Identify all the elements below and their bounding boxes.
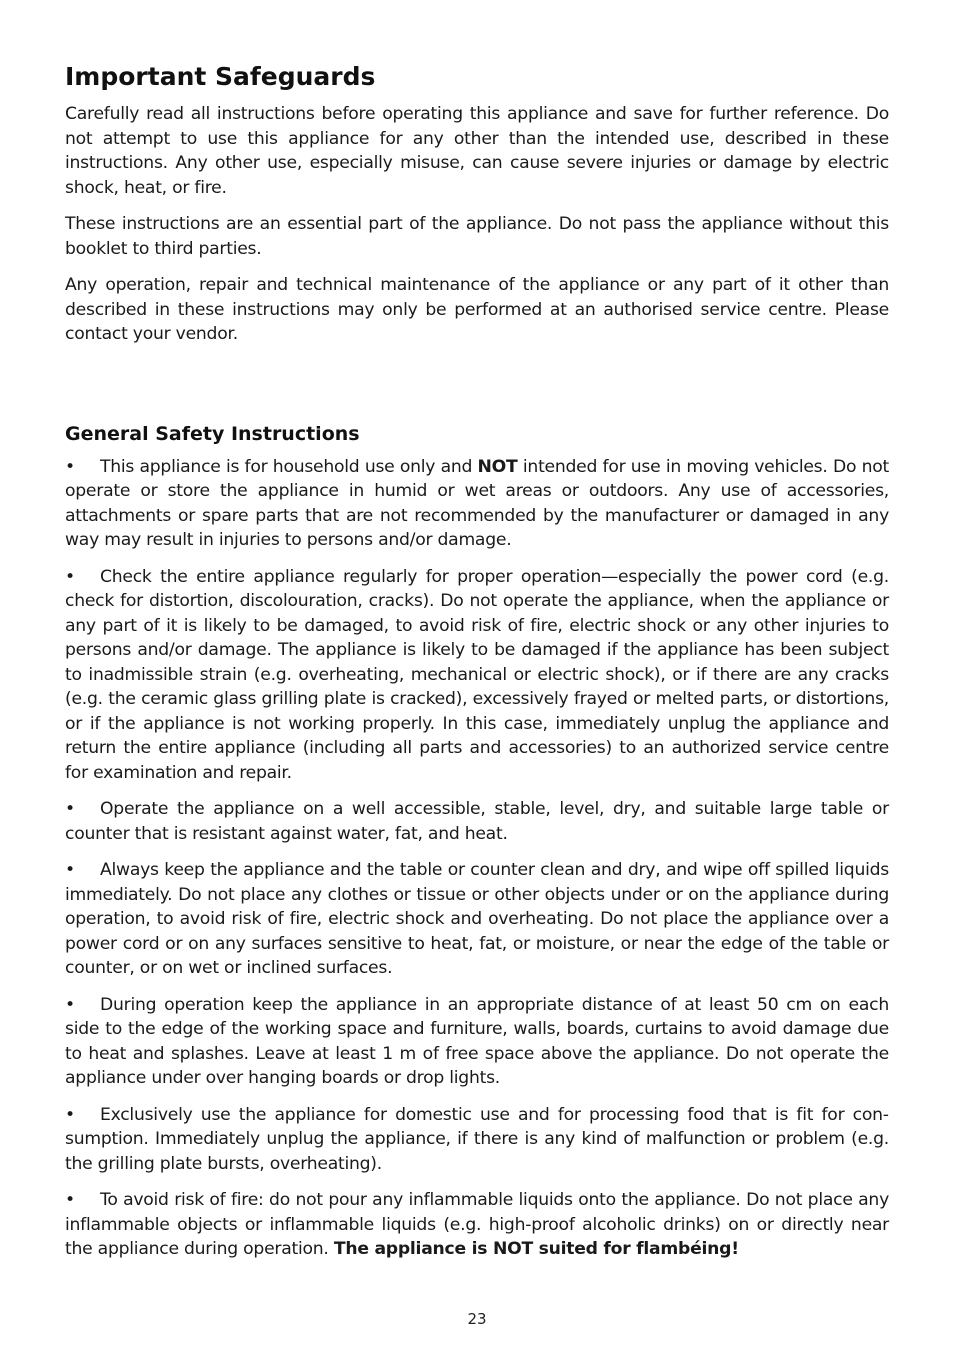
bullet-item [65, 797, 889, 846]
bullet-item [65, 858, 889, 981]
bullet-text: intended for use in moving vehicles. Do not operate or store the appliance in humid or wet areas or outdoors. Any use of accessories, attachments or spare parts that are not recommended by the manufacturer or damaged in any way may result in injuries to persons and/or damage. [65, 456, 889, 550]
document-page [65, 58, 889, 1274]
bullet-icon: • [65, 799, 75, 819]
bullet-icon: • [65, 566, 75, 587]
bullet-text: Check the entire appliance regularly for proper operation—especially the power cord (e.g. check for distortion, discolouration, cracks). Do not operate the appliance, when the appliance or any part of it is likely to be damaged, to avoid risk of fire, electric shock or any other injuries to persons and/or damage. The appliance is likely to be damaged if the appliance has been subject to inadmissible strain (e.g. overheating, mechanical or electric shock), or if there are any cracks (e.g. the ceramic glass grilling plate is cracked), excessively frayed or melted parts, or distortions, or if the appliance is not working properly. In this case, immediately unplug the appliance and return the entire appliance (including all parts and accessories) to an authorized service centre for examination and repair. [65, 566, 889, 783]
intro-paragraph-3: Any operation, repair and technical maintenance of the appliance or any part of it other than described in these instructions may only be performed at an authorised service centre. Please contact your vendor. [65, 275, 889, 344]
bullet-item [65, 993, 889, 1091]
page-title: Important Safeguards [65, 62, 376, 91]
bullet-icon: • [65, 1190, 75, 1210]
bullet-icon: • [65, 1104, 75, 1125]
emphasis-text: The appliance is NOT suited for flambéing! [333, 1239, 739, 1259]
intro-paragraph-1: Carefully read all instructions before operating this appliance and save for further reference. Do not attempt to use this appliance for any other than the intended use, described in these instructions. Any other use, especially misuse, can cause severe injuries or damage by electric shock, heat, or fire. [65, 104, 889, 198]
bullet-icon: • [65, 860, 75, 880]
bullet-text: Operate the appliance on a well accessible, stable, level, dry, and suitable large table or counter that is resistant against water, fat, and heat. [65, 799, 889, 844]
emphasis-text: NOT [477, 456, 518, 477]
bullet-item [65, 1103, 889, 1177]
bullet-icon: • [65, 456, 75, 477]
page-number: 23 [467, 1310, 487, 1328]
bullet-icon: • [65, 994, 75, 1015]
section-title: General Safety Instructions [65, 422, 360, 445]
bullet-text: To avoid risk of fire: do not pour any inflammable liquids onto the appliance. Do not place any inflammable objects or inflammable liquids (e.g. high-proof alcoholic drinks) on or directly near the appliance during operation. [65, 1190, 889, 1259]
bullet-text: Always keep the appliance and the table or counter clean and dry, and wipe off spilled liquids immediately. Do not place any clothes or tissue or other objects under or on the appliance during operation, to avoid risk of fire, electric shock and overheating. Do not place the appliance over a power cord or on any surfaces sensitive to heat, fat, or moisture, or near the edge of the table or counter, or on wet or inclined surfaces. [65, 860, 889, 978]
bullet-item [65, 1188, 889, 1262]
bullet-text: Exclusively use the appliance for domestic use and for processing food that is fit for consumption. Immediately unplug the appliance, if there is any kind of malfunction or problem (e.g. the grilling plate bursts, overheating). [65, 1104, 889, 1174]
bullet-item [65, 455, 889, 553]
intro-paragraph-2: These instructions are an essential part of the appliance. Do not pass the appliance without this booklet to third parties. [65, 214, 889, 259]
bullet-text: During operation keep the appliance in an appropriate distance of at least 50 cm on each side to the edge of the working space and furniture, walls, boards, curtains to avoid damage due to heat and splashes. Leave at least 1 m of free space above the appliance. Do not operate the appliance under over hanging boards or drop lights. [65, 994, 889, 1088]
bullet-item [65, 565, 889, 786]
bullet-text: This appliance is for household use only and [100, 456, 478, 477]
